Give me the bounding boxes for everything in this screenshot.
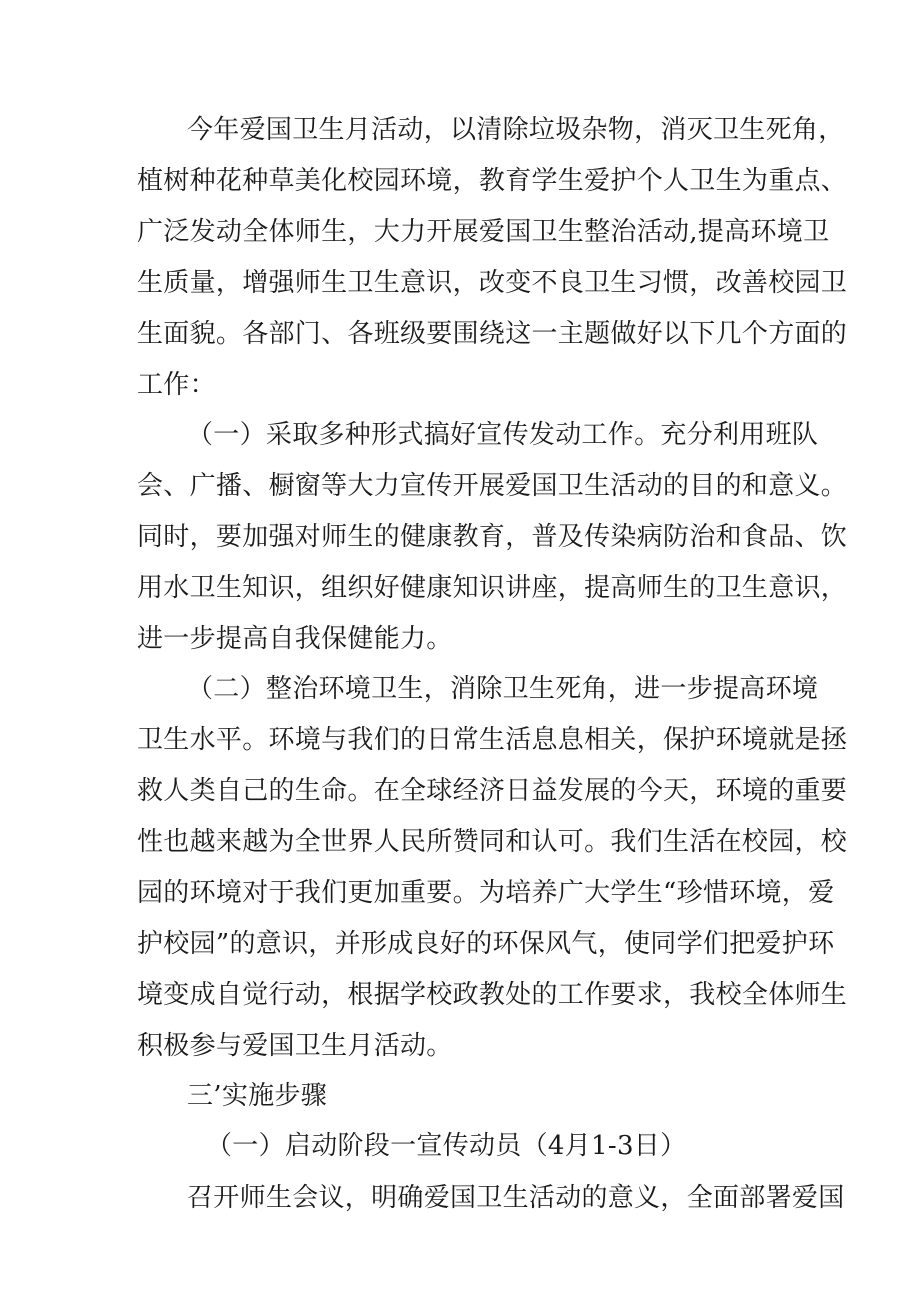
paragraph-3-line-8: 积极参与爱国卫生月活动。: [137, 1031, 453, 1061]
paragraph-1-line-3: 广泛发动全体师生，大力开展爱国卫生整治活动,提高环境卫: [137, 217, 830, 247]
paragraph-2-line-3: 同时，要加强对师生的健康教育，普及传染病防治和食品、饮: [137, 522, 848, 552]
paragraph-1-line-1: 今年爱国卫生月活动，以清除垃圾杂物，消灭卫生死角，: [187, 115, 845, 145]
step-heading: （一）启动阶段一宣传动员（4月1-3日）: [206, 1131, 687, 1161]
paragraph-2-line-5: 进一步提高自我保健能力。: [137, 624, 453, 654]
paragraph-1-line-2: 植树种花种草美化校园环境，教育学生爱护个人卫生为重点、: [137, 166, 848, 196]
paragraph-2-line-1: （一）采取多种形式搞好宣传发动工作。充分利用班队: [187, 420, 819, 450]
paragraph-1-line-5: 生面貌。各部门、各班级要围绕这一主题做好以下几个方面的: [137, 319, 848, 349]
paragraph-1-line-6: 工作：: [137, 370, 216, 400]
paragraph-4-line-1: 召开师生会议，明确爱国卫生活动的意义，全面部署爱国: [187, 1183, 845, 1213]
paragraph-3-line-7: 境变成自觉行动，根据学校政教处的工作要求，我校全体师生: [137, 980, 848, 1010]
paragraph-3-line-4: 性也越来越为全世界人民所赞同和认可。我们生活在校园，校: [137, 827, 848, 857]
paragraph-3-line-2: 卫生水平。环境与我们的日常生活息息相关，保护环境就是拯: [137, 725, 848, 755]
paragraph-3-line-3: 救人类自己的生命。在全球经济日益发展的今天，环境的重要: [137, 776, 848, 806]
paragraph-1-line-4: 生质量，增强师生卫生意识，改变不良卫生习惯，改善校园卫: [137, 268, 848, 298]
paragraph-2-line-4: 用水卫生知识，组织好健康知识讲座，提高师生的卫生意识，: [137, 573, 848, 603]
paragraph-3-line-6: 护校园”的意识，并形成良好的环保风气，使同学们把爱护环: [137, 929, 835, 959]
paragraph-3-line-5: 园的环境对于我们更加重要。为培养广大学生“珍惜环境，爱: [137, 878, 835, 908]
section-heading: 三’实施步骤: [187, 1081, 328, 1111]
paragraph-2-line-2: 会、广播、橱窗等大力宣传开展爱国卫生活动的目的和意义。: [137, 471, 848, 501]
paragraph-3-line-1: （二）整治环境卫生，消除卫生死角，进一步提高环境: [187, 674, 819, 704]
